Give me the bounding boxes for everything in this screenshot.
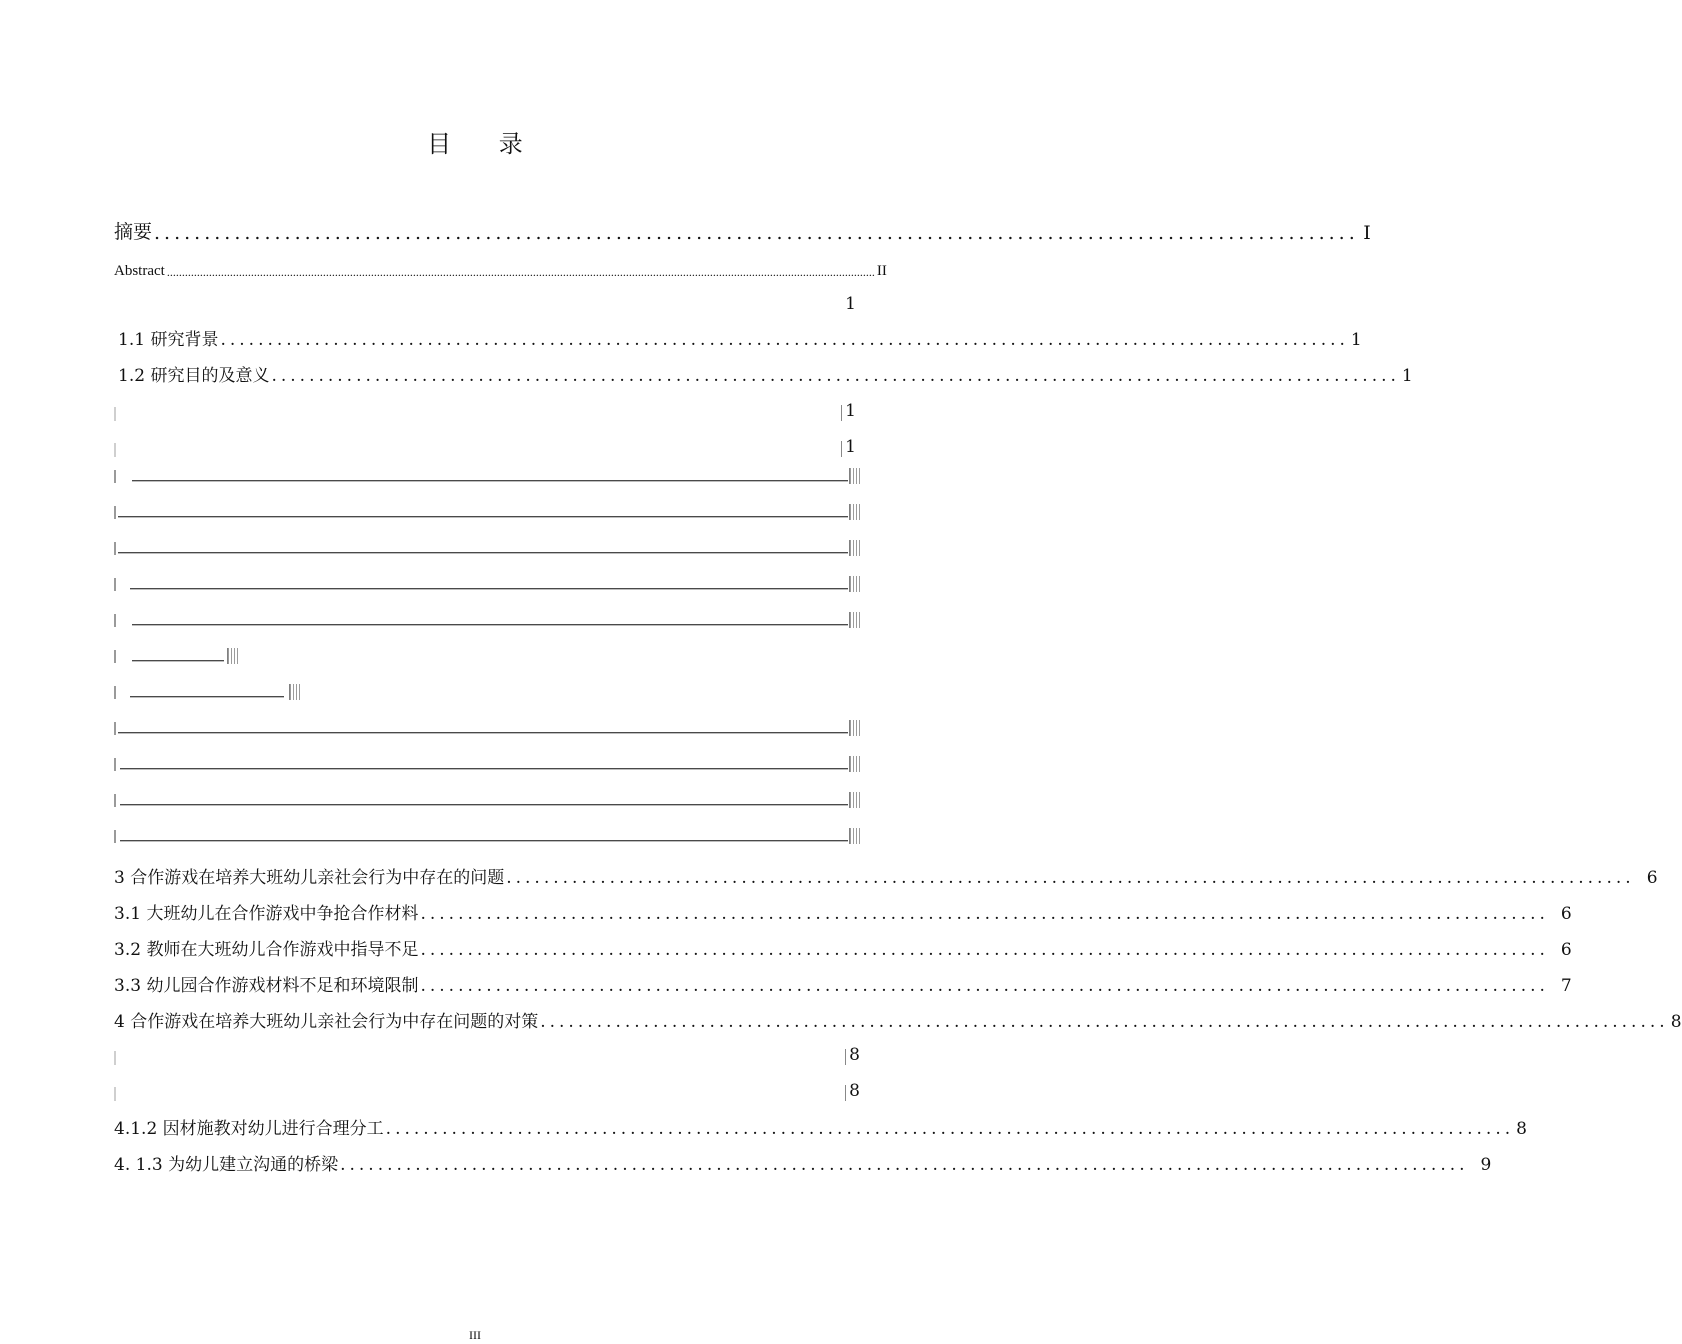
toc-entry-1-2-a[interactable]: [114, 391, 860, 421]
toc-entry-page: 8: [1516, 1119, 1527, 1139]
garbled-tick: [114, 542, 116, 555]
toc-leader-dots: ........................................................................................................................: [340, 1155, 1469, 1175]
garbled-toc-row: [114, 754, 860, 776]
toc-entry-label: 3.3 幼儿园合作游戏材料不足和环境限制: [114, 976, 419, 996]
row-bar: [841, 405, 842, 421]
toc-entry-page: 1: [845, 294, 856, 314]
garbled-line: [118, 516, 848, 518]
toc-leader-dots: ........................................................................................................................: [420, 904, 1549, 924]
garbled-line: [130, 696, 284, 698]
garbled-toc-row: [114, 610, 860, 632]
garbled-glyph: [849, 828, 861, 844]
garbled-glyph: [849, 576, 861, 592]
row-bar: [845, 1049, 846, 1065]
garbled-glyph: [227, 648, 239, 664]
toc-entry-3-2[interactable]: [114, 930, 1572, 960]
toc-leader-dots: ........................................................................................................................: [540, 1012, 1669, 1032]
garbled-line: [120, 768, 848, 770]
garbled-line: [120, 804, 848, 806]
toc-entry-1-2-b[interactable]: [114, 427, 860, 457]
toc-entry-3-1[interactable]: [114, 894, 1572, 924]
garbled-toc-row: [114, 826, 860, 848]
toc-entry-4-1-3[interactable]: [114, 1145, 1492, 1175]
row-bar: [841, 441, 842, 457]
toc-entry-page: 1: [845, 401, 856, 421]
garbled-tick: [114, 794, 116, 807]
row-bar: [845, 1085, 846, 1101]
toc-entry-4-1-2[interactable]: [114, 1109, 1527, 1139]
garbled-glyph: [849, 468, 861, 484]
toc-leader-dots: ............................................................................................................................................................................................................................................: [166, 265, 875, 279]
garbled-tick: [114, 758, 116, 771]
garbled-glyph: [849, 612, 861, 628]
garbled-line: [132, 480, 848, 482]
garbled-line: [132, 624, 848, 626]
garbled-line: [130, 588, 848, 590]
toc-leader-dots: ........................................................................................................................: [506, 868, 1635, 888]
toc-leader-dots: ........................................................................................................................: [420, 940, 1549, 960]
page-title: 目 录: [427, 130, 543, 158]
garbled-tick: [114, 614, 116, 627]
garbled-toc-row: [114, 502, 860, 524]
garbled-toc-row: [114, 538, 860, 560]
garbled-tick: [114, 830, 116, 843]
garbled-toc-row: [114, 790, 860, 812]
garbled-glyph: [849, 540, 861, 556]
garbled-tick: [114, 686, 116, 699]
toc-entry-label: 4 合作游戏在培养大班幼儿亲社会行为中存在问题的对策: [114, 1012, 539, 1032]
toc-leader-dots: ........................................................................................................................: [420, 976, 1549, 996]
garbled-glyph: [849, 504, 861, 520]
toc-entry-label: 4. 1.3 为幼儿建立沟通的桥梁: [114, 1155, 339, 1175]
garbled-line: [132, 660, 224, 662]
toc-entry-page: 6: [1560, 940, 1572, 960]
toc-leader-dots: ........................................................................................................................: [220, 330, 1349, 350]
garbled-line: [118, 732, 848, 734]
garbled-tick: [114, 470, 116, 483]
toc-entry-4-1[interactable]: [114, 1035, 860, 1065]
toc-entry-abstract-en[interactable]: [114, 250, 887, 280]
garbled-tick: [114, 506, 116, 519]
toc-entry-label: Abstract: [114, 263, 165, 279]
garbled-toc-row: [114, 718, 860, 740]
toc-leader-dots: ........................................................................................................................: [271, 366, 1400, 386]
toc-entry-page: 6: [1646, 868, 1658, 888]
garbled-line: [120, 840, 848, 842]
toc-entry-page: 8: [1670, 1012, 1682, 1032]
toc-entry-page: 1: [1401, 366, 1413, 386]
toc-entry-label: 1.1 研究背景: [118, 330, 219, 350]
garbled-line: [118, 552, 848, 554]
page-number-footer: III: [469, 1328, 481, 1342]
toc-entry-abstract-cn[interactable]: [114, 214, 1371, 244]
toc-entry-1-2[interactable]: [114, 356, 1413, 386]
toc-entry-page: 7: [1560, 976, 1572, 996]
toc-entry-page: 9: [1480, 1155, 1492, 1175]
row-marker: [114, 1051, 116, 1065]
toc-entry-3-3[interactable]: [114, 966, 1572, 996]
toc-entry-ch3[interactable]: [114, 858, 1658, 888]
toc-entry-page: 6: [1560, 904, 1572, 924]
toc-entry-1-1[interactable]: [114, 320, 1362, 350]
toc-leader-dots: ........................................................................................................................: [154, 222, 1359, 244]
toc-entry-label: 1.2 研究目的及意义: [118, 366, 270, 386]
row-marker: [114, 407, 116, 421]
toc-entry-page: I: [1363, 222, 1371, 244]
toc-entry-page: 8: [849, 1081, 860, 1101]
toc-entry-page: 8: [849, 1045, 860, 1065]
toc-entry-page: 1: [1350, 330, 1362, 350]
toc-entry-label: 摘要: [114, 221, 153, 243]
garbled-glyph: [849, 792, 861, 808]
garbled-glyph: [849, 720, 861, 736]
toc-entry-label: 3.2 教师在大班幼儿合作游戏中指导不足: [114, 940, 419, 960]
garbled-toc-row: [114, 574, 860, 596]
garbled-toc-row: [114, 646, 244, 668]
row-marker: [114, 443, 116, 457]
garbled-tick: [114, 722, 116, 735]
row-marker: [114, 1087, 116, 1101]
toc-entry-ch1[interactable]: [114, 284, 860, 314]
toc-entry-label: 3.1 大班幼儿在合作游戏中争抢合作材料: [114, 904, 419, 924]
toc-leader-dots: ........................................................................................................................: [385, 1119, 1515, 1139]
garbled-glyph: [849, 756, 861, 772]
garbled-glyph: [289, 684, 301, 700]
toc-entry-label: 3 合作游戏在培养大班幼儿亲社会行为中存在的问题: [114, 868, 505, 888]
toc-entry-ch4[interactable]: [114, 1002, 1682, 1032]
garbled-tick: [114, 578, 116, 591]
garbled-toc-row: [114, 682, 304, 704]
garbled-tick: [114, 650, 116, 663]
garbled-toc-row: [114, 466, 860, 488]
toc-entry-page: II: [876, 263, 887, 279]
toc-entry-label: 4.1.2 因材施教对幼儿进行合理分工: [114, 1119, 384, 1139]
toc-entry-page: 1: [845, 437, 856, 457]
toc-entry-4-1-1[interactable]: [114, 1071, 860, 1101]
